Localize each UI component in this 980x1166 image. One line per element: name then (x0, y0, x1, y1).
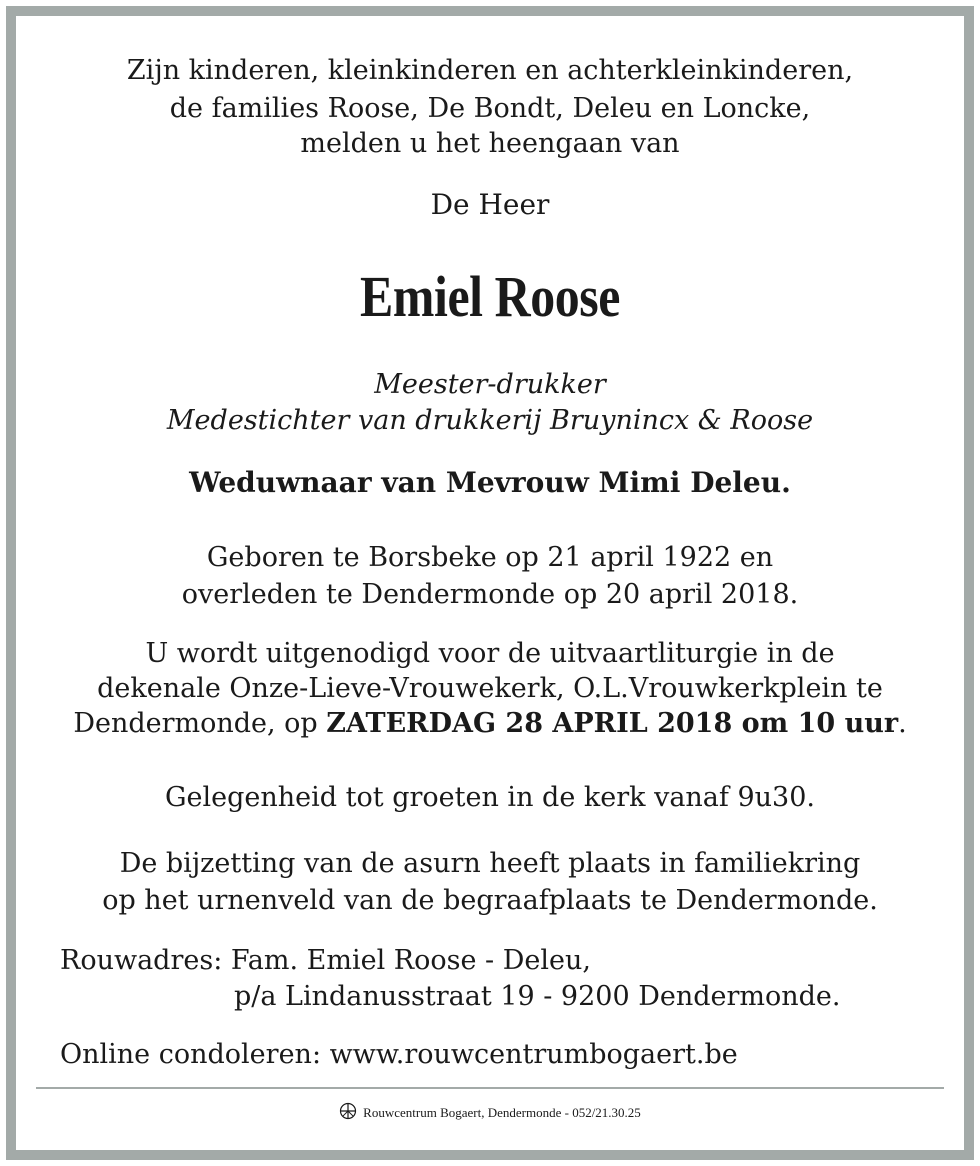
deceased-name: Emiel Roose (360, 264, 620, 329)
address-line-2: p/a Lindanusstraat 19 - 9200 Dendermonde. (234, 981, 841, 1012)
footer (0, 1102, 980, 1122)
salutation: De Heer (430, 188, 550, 221)
address-line-1: Rouwadres: Fam. Emiel Roose - Deleu, (60, 945, 591, 976)
interment-line-2: op het urnenveld van de begraafplaats te Dendermonde. (102, 885, 878, 916)
birth-line: Geboren te Borsbeke op 21 april 1922 en (206, 542, 774, 573)
widower-line: Weduwnaar van Mevrouw Mimi Deleu. (189, 466, 791, 499)
funeral-date-suffix: . (898, 708, 907, 739)
intro-line-2: de families Roose, De Bondt, Deleu en Loncke, (169, 93, 811, 124)
title-line-1: Meester-drukker (374, 369, 606, 400)
funeral-line-3 (0, 707, 980, 741)
funeral-line-1: U wordt uitgenodigd voor de uitvaartliturgie in de (145, 638, 835, 669)
intro-line-1: Zijn kinderen, kleinkinderen en achterkleinkinderen, (126, 55, 854, 86)
interment-line-1: De bijzetting van de asurn heeft plaats in familiekring (119, 848, 861, 879)
intro-line-3: melden u het heengaan van (300, 128, 680, 159)
funeral-date-prefix: Dendermonde, op (73, 708, 327, 739)
funeral-date: ZATERDAG 28 APRIL 2018 om 10 uur (326, 708, 899, 739)
greeting-line: Gelegenheid tot groeten in de kerk vanaf 9u30. (164, 782, 815, 813)
death-line: overleden te Dendermonde op 20 april 2018. (181, 579, 799, 610)
online-condolence: Online condoleren: www.rouwcentrumbogaert.be (60, 1039, 738, 1070)
funeral-cross-icon (339, 1105, 363, 1120)
footer-divider (36, 1087, 944, 1089)
funeral-line-2: dekenale Onze-Lieve-Vrouwekerk, O.L.Vrouwkerkplein te (97, 673, 883, 704)
footer-text: Rouwcentrum Bogaert, Dendermonde - 052/21.30.25 (363, 1105, 641, 1120)
title-line-2: Medestichter van drukkerij Bruynincx & Roose (166, 405, 814, 436)
